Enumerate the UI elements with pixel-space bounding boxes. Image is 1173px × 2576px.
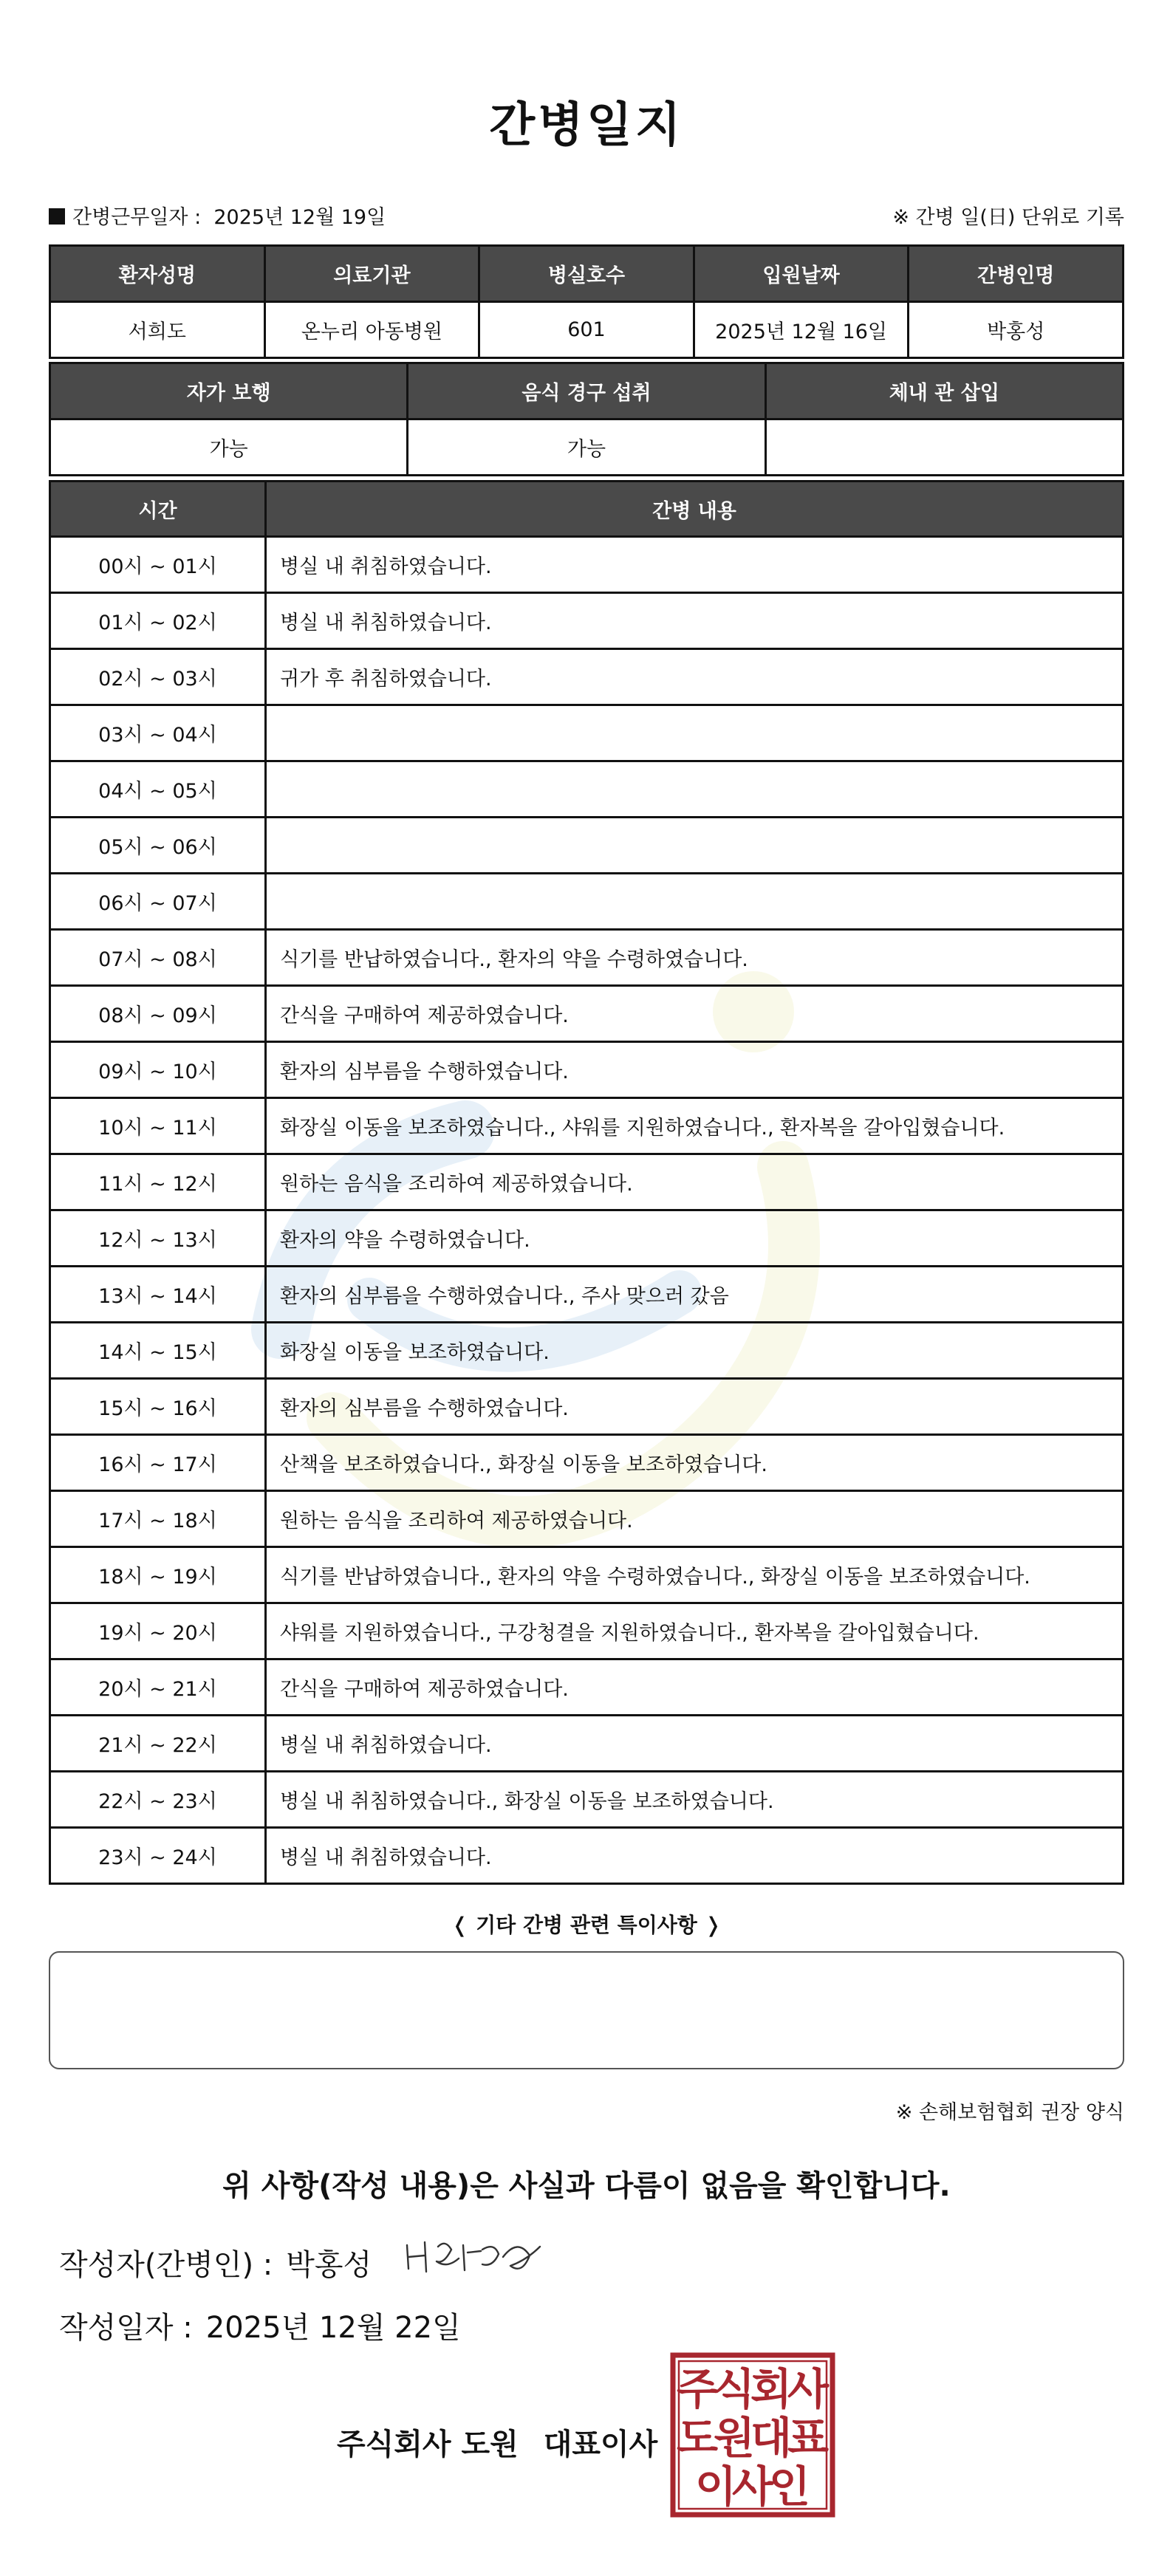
care-log-header-row	[50, 482, 1124, 537]
unit-note: ※ 간병 일(日) 단위로 기록	[892, 206, 1124, 229]
log-content: 화장실 이동을 보조하였습니다.	[266, 1323, 1124, 1379]
hospital-name: 온누리 아동병원	[264, 302, 479, 358]
care-log-row	[50, 1603, 1124, 1659]
log-content	[266, 761, 1124, 818]
header-care-content: 간병 내용	[266, 482, 1124, 537]
care-log-row	[50, 1435, 1124, 1491]
log-content: 병실 내 취침하였습니다.	[266, 537, 1124, 593]
special-notes-box	[49, 1951, 1124, 2069]
log-content: 환자의 심부름을 수행하였습니다.	[266, 1042, 1124, 1098]
log-time: 07시 ~ 08시	[50, 930, 266, 986]
recommend-note: ※ 손해보험협회 권장 양식	[895, 2101, 1124, 2124]
care-log-table	[49, 480, 1124, 1885]
care-log-row	[50, 986, 1124, 1042]
log-time: 06시 ~ 07시	[50, 874, 266, 930]
write-date-label: 작성일자 :	[59, 2311, 193, 2345]
seal-glyph: 표	[787, 2413, 830, 2463]
care-log-row	[50, 761, 1124, 818]
special-notes-title: ❬ 기타 간병 관련 특이사항 ❭	[451, 1913, 722, 1937]
log-time: 04시 ~ 05시	[50, 761, 266, 818]
log-time: 01시 ~ 02시	[50, 593, 266, 649]
company-seal	[670, 2352, 835, 2518]
log-time: 21시 ~ 22시	[50, 1716, 266, 1772]
log-time: 09시 ~ 10시	[50, 1042, 266, 1098]
log-time: 18시 ~ 19시	[50, 1547, 266, 1603]
log-content: 환자의 심부름을 수행하였습니다., 주사 맞으러 갔음	[266, 1267, 1124, 1323]
care-log-row	[50, 1098, 1124, 1154]
log-content: 병실 내 취침하였습니다.	[266, 1716, 1124, 1772]
log-content	[266, 705, 1124, 761]
header-oral-intake: 음식 경구 섭취	[408, 363, 765, 419]
oral-intake-value: 가능	[408, 419, 765, 476]
log-content: 간식을 구매하여 제공하였습니다.	[266, 1659, 1124, 1716]
meta-row	[49, 201, 1124, 230]
log-content: 환자의 심부름을 수행하였습니다.	[266, 1379, 1124, 1435]
square-bullet-icon	[49, 208, 65, 225]
log-time: 15시 ~ 16시	[50, 1379, 266, 1435]
ability-header-row	[50, 363, 1124, 419]
self-walking-value: 가능	[50, 419, 408, 476]
care-log-row	[50, 1154, 1124, 1210]
confirm-statement: 위 사항(작성 내용)은 사실과 다름이 없음을 확인합니다.	[222, 2169, 951, 2203]
header-tube-insertion: 체내 관 삽입	[765, 363, 1123, 419]
care-log-row	[50, 1716, 1124, 1772]
writer-line	[59, 2241, 372, 2284]
care-log-row	[50, 705, 1124, 761]
company-name: 주식회사 도원	[337, 2428, 519, 2462]
care-log-row	[50, 1828, 1124, 1884]
seal-glyph: 원	[713, 2413, 756, 2463]
ability-value-row	[50, 419, 1124, 476]
log-content	[266, 818, 1124, 874]
seal-glyph: 주	[676, 2364, 719, 2414]
write-date-value: 2025년 12월 22일	[205, 2311, 461, 2345]
seal-glyph: 회	[750, 2364, 793, 2414]
log-time: 16시 ~ 17시	[50, 1435, 266, 1491]
log-time: 17시 ~ 18시	[50, 1491, 266, 1547]
log-time: 23시 ~ 24시	[50, 1828, 266, 1884]
work-date-value: 2025년 12월 19일	[213, 206, 386, 229]
care-log-row	[50, 1547, 1124, 1603]
work-date	[49, 201, 386, 230]
header-patient-name: 환자성명	[50, 246, 265, 302]
log-content: 샤워를 지원하였습니다., 구강청결을 지원하였습니다., 환자복을 갈아입혔습니다.	[266, 1603, 1124, 1659]
page-title: 간병일지	[489, 98, 684, 153]
patient-name: 서희도	[50, 302, 265, 358]
writer-name: 박홍성	[286, 2248, 372, 2282]
header-hospital: 의료기관	[264, 246, 479, 302]
patient-info-header-row	[50, 246, 1124, 302]
seal-glyph: 도	[676, 2413, 719, 2463]
care-log-row	[50, 537, 1124, 593]
handwritten-signature	[400, 2230, 570, 2286]
seal-glyph: 사	[731, 2462, 774, 2512]
care-log-row	[50, 1659, 1124, 1716]
log-content: 병실 내 취침하였습니다.	[266, 593, 1124, 649]
care-log-row	[50, 1210, 1124, 1267]
log-content: 화장실 이동을 보조하였습니다., 샤워를 지원하였습니다., 환자복을 갈아입혔습니다.	[266, 1098, 1124, 1154]
log-time: 19시 ~ 20시	[50, 1603, 266, 1659]
log-content: 귀가 후 취침하였습니다.	[266, 649, 1124, 705]
header-time: 시간	[50, 482, 266, 537]
header-self-walking: 자가 보행	[50, 363, 408, 419]
log-content: 산책을 보조하였습니다., 화장실 이동을 보조하였습니다.	[266, 1435, 1124, 1491]
company-line	[337, 2421, 657, 2463]
log-content: 원하는 음식을 조리하여 제공하였습니다.	[266, 1491, 1124, 1547]
admission-date: 2025년 12월 16일	[694, 302, 909, 358]
header-room-number: 병실호수	[479, 246, 694, 302]
write-date-line	[59, 2304, 461, 2346]
care-log-row	[50, 1772, 1124, 1828]
work-date-label: 간병근무일자 :	[72, 206, 202, 229]
header-admission-date: 입원날짜	[694, 246, 909, 302]
care-log-row	[50, 1379, 1124, 1435]
care-log-rows	[50, 537, 1124, 1884]
log-content: 식기를 반납하였습니다., 환자의 약을 수령하였습니다.	[266, 930, 1124, 986]
care-log-row	[50, 930, 1124, 986]
log-time: 12시 ~ 13시	[50, 1210, 266, 1267]
seal-glyph: 사	[787, 2364, 830, 2414]
log-time: 10시 ~ 11시	[50, 1098, 266, 1154]
log-content: 병실 내 취침하였습니다.	[266, 1828, 1124, 1884]
log-content: 원하는 음식을 조리하여 제공하였습니다.	[266, 1154, 1124, 1210]
log-time: 03시 ~ 04시	[50, 705, 266, 761]
log-time: 22시 ~ 23시	[50, 1772, 266, 1828]
writer-label: 작성자(간병인) :	[59, 2248, 273, 2282]
log-content: 환자의 약을 수령하였습니다.	[266, 1210, 1124, 1267]
seal-glyph: 식	[713, 2364, 756, 2414]
log-content: 식기를 반납하였습니다., 환자의 약을 수령하였습니다., 화장실 이동을 보조하였습니다.	[266, 1547, 1124, 1603]
log-time: 14시 ~ 15시	[50, 1323, 266, 1379]
patient-ability-table	[49, 362, 1124, 476]
care-log-row	[50, 1042, 1124, 1098]
log-time: 05시 ~ 06시	[50, 818, 266, 874]
log-content	[266, 874, 1124, 930]
tube-insertion-value	[765, 419, 1123, 476]
care-log-row	[50, 874, 1124, 930]
patient-info-value-row	[50, 302, 1124, 358]
log-time: 02시 ~ 03시	[50, 649, 266, 705]
care-log-row	[50, 1323, 1124, 1379]
seal-glyph: 인	[768, 2462, 811, 2512]
header-caregiver-name: 간병인명	[909, 246, 1124, 302]
log-content: 병실 내 취침하였습니다., 화장실 이동을 보조하였습니다.	[266, 1772, 1124, 1828]
care-log-row	[50, 593, 1124, 649]
care-log-row	[50, 1267, 1124, 1323]
seal-glyph: 대	[750, 2413, 793, 2463]
patient-info-table	[49, 244, 1124, 359]
log-time: 20시 ~ 21시	[50, 1659, 266, 1716]
caregiver-name: 박홍성	[909, 302, 1124, 358]
log-time: 08시 ~ 09시	[50, 986, 266, 1042]
log-time: 11시 ~ 12시	[50, 1154, 266, 1210]
care-log-row	[50, 818, 1124, 874]
care-log-row	[50, 1491, 1124, 1547]
log-time: 00시 ~ 01시	[50, 537, 266, 593]
ceo-label: 대표이사	[543, 2428, 658, 2462]
care-log-row	[50, 649, 1124, 705]
log-time: 13시 ~ 14시	[50, 1267, 266, 1323]
seal-glyph: 이	[694, 2462, 737, 2512]
log-content: 간식을 구매하여 제공하였습니다.	[266, 986, 1124, 1042]
room-number: 601	[479, 302, 694, 358]
